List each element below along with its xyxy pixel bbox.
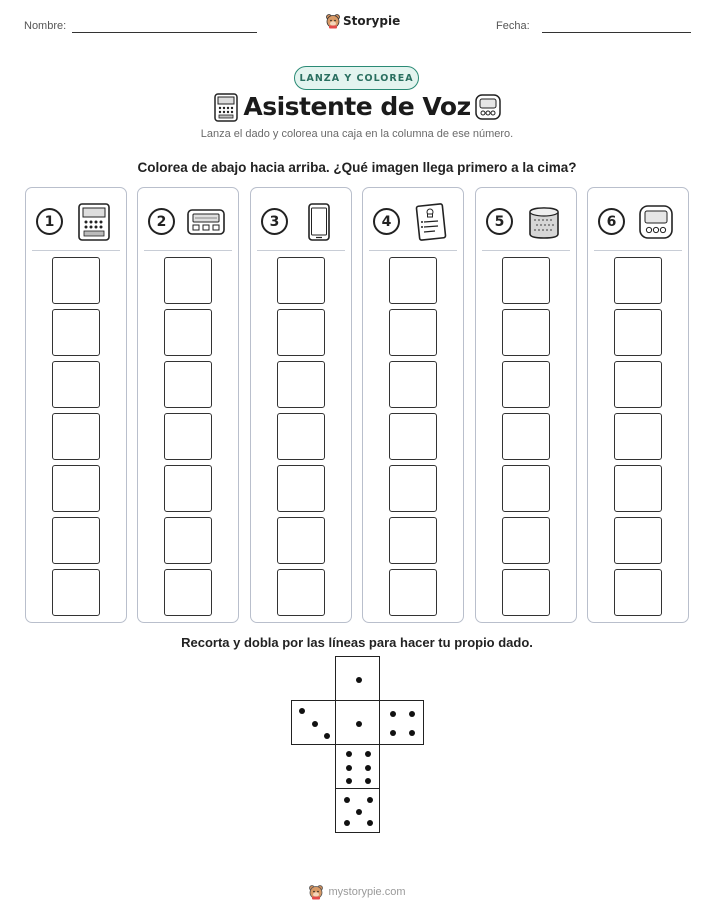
column-2 bbox=[137, 187, 239, 623]
smartphone-icon bbox=[299, 202, 339, 242]
die-pip bbox=[312, 721, 318, 727]
column-number: 5 bbox=[486, 208, 513, 235]
die-pip bbox=[344, 797, 350, 803]
die-face-1 bbox=[335, 656, 380, 701]
color-box[interactable] bbox=[164, 465, 212, 512]
die-pip bbox=[367, 797, 373, 803]
name-label: Nombre: bbox=[24, 20, 67, 32]
smart-speaker-icon bbox=[524, 202, 564, 242]
die-pip bbox=[367, 820, 373, 826]
color-box[interactable] bbox=[164, 361, 212, 408]
date-line bbox=[542, 32, 691, 33]
voice-assistant-panel-icon bbox=[74, 202, 114, 242]
name-line bbox=[72, 32, 257, 33]
column-divider bbox=[32, 250, 120, 251]
color-box[interactable] bbox=[614, 361, 662, 408]
die-pip bbox=[365, 751, 371, 757]
die-face-1 bbox=[335, 700, 380, 745]
column-number: 1 bbox=[36, 208, 63, 235]
color-box[interactable] bbox=[164, 569, 212, 616]
die-face-3 bbox=[291, 700, 336, 745]
color-box[interactable] bbox=[389, 465, 437, 512]
color-box[interactable] bbox=[277, 569, 325, 616]
die-pip bbox=[324, 733, 330, 739]
die-pip bbox=[409, 730, 415, 736]
column-header bbox=[486, 202, 568, 242]
storypie-logo bbox=[325, 13, 400, 29]
die-pip bbox=[409, 711, 415, 717]
color-box[interactable] bbox=[502, 257, 550, 304]
die-pip bbox=[390, 730, 396, 736]
column-header bbox=[261, 202, 343, 242]
radio-device-icon bbox=[186, 202, 226, 242]
color-box[interactable] bbox=[502, 361, 550, 408]
color-box[interactable] bbox=[614, 413, 662, 460]
column-divider bbox=[369, 250, 457, 251]
subtitle: Lanza el dado y colorea una caja en la columna de ese número. bbox=[200, 128, 514, 140]
die-pip bbox=[365, 765, 371, 771]
column-header bbox=[373, 202, 455, 242]
color-box[interactable] bbox=[52, 361, 100, 408]
footer-url: mystorypie.com bbox=[328, 886, 406, 898]
die-face-6 bbox=[335, 744, 380, 789]
color-box[interactable] bbox=[52, 309, 100, 356]
color-box[interactable] bbox=[614, 569, 662, 616]
color-box[interactable] bbox=[277, 465, 325, 512]
color-box[interactable] bbox=[52, 569, 100, 616]
color-box[interactable] bbox=[389, 309, 437, 356]
column-3 bbox=[250, 187, 352, 623]
column-6 bbox=[587, 187, 689, 623]
column-header bbox=[148, 202, 230, 242]
color-box[interactable] bbox=[502, 517, 550, 564]
logo-text: Storypie bbox=[343, 14, 401, 28]
color-box[interactable] bbox=[164, 413, 212, 460]
color-box[interactable] bbox=[502, 465, 550, 512]
color-box[interactable] bbox=[164, 309, 212, 356]
activity-badge: LANZA Y COLOREA bbox=[294, 66, 419, 90]
color-box[interactable] bbox=[614, 309, 662, 356]
color-box[interactable] bbox=[277, 413, 325, 460]
die-pip bbox=[356, 721, 362, 727]
color-box[interactable] bbox=[389, 361, 437, 408]
column-number: 6 bbox=[598, 208, 625, 235]
recipe-card-icon bbox=[411, 202, 451, 242]
color-box[interactable] bbox=[614, 517, 662, 564]
column-divider bbox=[257, 250, 345, 251]
column-number: 4 bbox=[373, 208, 400, 235]
color-box[interactable] bbox=[52, 465, 100, 512]
die-pip bbox=[365, 778, 371, 784]
color-box[interactable] bbox=[502, 309, 550, 356]
color-box[interactable] bbox=[277, 257, 325, 304]
die-face-5 bbox=[335, 788, 380, 833]
timer-icon bbox=[474, 93, 502, 121]
color-box[interactable] bbox=[164, 517, 212, 564]
die-pip bbox=[299, 708, 305, 714]
color-box[interactable] bbox=[502, 413, 550, 460]
column-1 bbox=[25, 187, 127, 623]
die-pip bbox=[346, 751, 352, 757]
color-box[interactable] bbox=[614, 465, 662, 512]
column-divider bbox=[144, 250, 232, 251]
column-number: 3 bbox=[261, 208, 288, 235]
color-box[interactable] bbox=[277, 361, 325, 408]
bear-mascot-icon bbox=[325, 13, 341, 29]
die-pip bbox=[344, 820, 350, 826]
die-pip bbox=[390, 711, 396, 717]
column-4 bbox=[362, 187, 464, 623]
die-face-4 bbox=[379, 700, 424, 745]
color-box[interactable] bbox=[52, 413, 100, 460]
column-divider bbox=[482, 250, 570, 251]
date-label: Fecha: bbox=[496, 20, 530, 32]
footer bbox=[0, 884, 714, 900]
bear-mascot-icon bbox=[308, 884, 324, 900]
timer-icon bbox=[636, 202, 676, 242]
die-pip bbox=[356, 809, 362, 815]
color-box[interactable] bbox=[52, 257, 100, 304]
instruction: Colorea de abajo hacia arriba. ¿Qué imagen llega primero a la cima? bbox=[137, 160, 577, 175]
column-number: 2 bbox=[148, 208, 175, 235]
color-box[interactable] bbox=[277, 517, 325, 564]
die-pip bbox=[346, 778, 352, 784]
color-box[interactable] bbox=[614, 257, 662, 304]
color-box[interactable] bbox=[164, 257, 212, 304]
color-box[interactable] bbox=[52, 517, 100, 564]
cut-instruction: Recorta y dobla por las líneas para hacer tu propio dado. bbox=[181, 635, 533, 650]
color-box[interactable] bbox=[502, 569, 550, 616]
column-header bbox=[598, 202, 680, 242]
column-5 bbox=[475, 187, 577, 623]
color-box[interactable] bbox=[389, 569, 437, 616]
color-box[interactable] bbox=[389, 257, 437, 304]
die-pip bbox=[346, 765, 352, 771]
die-pip bbox=[356, 677, 362, 683]
color-box[interactable] bbox=[277, 309, 325, 356]
color-box[interactable] bbox=[389, 413, 437, 460]
color-box[interactable] bbox=[389, 517, 437, 564]
column-header bbox=[36, 202, 118, 242]
column-divider bbox=[594, 250, 682, 251]
page-title: Asistente de Voz bbox=[243, 92, 471, 121]
